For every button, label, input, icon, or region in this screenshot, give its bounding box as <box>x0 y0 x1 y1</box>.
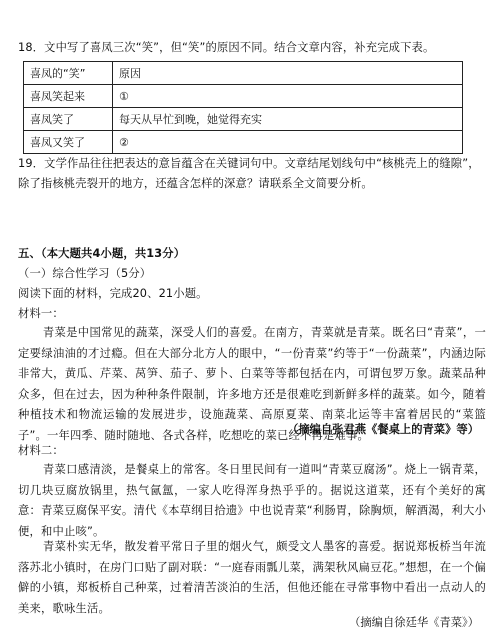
table-cell: ② <box>113 131 463 154</box>
material-1-source: （摘编自张君燕《餐桌上的青菜》等） <box>286 423 479 436</box>
material-2-paragraph-1: 青菜口感清淡，是餐桌上的常客。冬日里民间有一道叫“青菜豆腐汤”。烧上一锅青菜，切几块豆腐放锅里，热气氤氲，一家人吃得浑身热乎乎的。据说这道菜，还有个美好的寓意：青菜豆腐保平安。清代《本草纲目拾遗》中也说青菜“利肠胃，除胸烦，解酒渴，利大小便，和中止咳”。 <box>18 463 486 538</box>
table-cell: 喜凤笑了 <box>24 108 113 131</box>
reading-instruction: 阅读下面的材料，完成20、21小题。 <box>18 287 208 300</box>
question-18-table <box>23 61 463 154</box>
table-cell: ① <box>113 85 463 108</box>
table-row <box>24 131 463 154</box>
table-row <box>24 85 463 108</box>
table-cell: 每天从早忙到晚，她觉得充实 <box>113 108 463 131</box>
table-cell: 喜凤笑起来 <box>24 85 113 108</box>
material-2-source: （摘编自徐廷华《青菜》） <box>349 616 479 629</box>
material-2-paragraph-2: 青菜朴实无华，散发着平常日子里的烟火气，颇受文人墨客的喜爱。据说郑板桥当年流落苏北小镇时，在房门口贴了副对联：“一庭春雨瓢儿菜，满架秋风扁豆花。”想想，在一个偏僻的小镇，郑板桥自己种菜，过着清苦淡泊的生活，但他还能在寻常事物中看出一点动人的美来，歌咏生活。 <box>18 540 486 615</box>
question-19-line-1: 19．文学作品往往把表达的意旨蕴含在关键词句中。文章结尾划线句中“核桃壳上的缝隙”， <box>18 157 480 170</box>
material-1-label: 材料一： <box>18 307 64 320</box>
material-2-label: 材料二： <box>18 444 64 457</box>
question-18-prompt: 18．文中写了喜凤三次“笑”，但“笑”的原因不同。结合文章内容，补充完成下表。 <box>18 41 435 54</box>
material-1-paragraph: 青菜是中国常见的蔬菜，深受人们的喜爱。在南方，青菜就是青菜。既名曰“青菜”，一定要绿油油的才过瘾。但在大部分北方人的眼中，“一份青菜”约等于“一份蔬菜”，内涵边际非常大，黄瓜、芹菜、莴笋、茄子、萝卜、白菜等等都包括在内，可谓包罗万象。蔬菜品种众多，但在过去，因为种种条件限制，许多地方还是很难吃到新鲜多样的蔬菜。如今，随着种植技术和物流运输的发展进步，设施蔬菜、高原夏菜、南菜北运等丰富着居民的“菜篮子”。一年四季、随时随地、各式各样，吃想吃的菜已经不再是难事。 <box>18 326 486 442</box>
question-19-line-2: 除了指核桃壳裂开的地方，还蕴含怎样的深意？请联系全文简要分析。 <box>18 177 373 190</box>
table-header-cell: 喜凤的“笑” <box>24 62 113 85</box>
table-cell: 喜凤又笑了 <box>24 131 113 154</box>
section-5-title: 五、（本大题共4小题，共13分） <box>18 247 186 260</box>
table-header-cell: 原因 <box>113 62 463 85</box>
table-row <box>24 108 463 131</box>
table-row <box>24 62 463 85</box>
subsection-title: （一）综合性学习（5分） <box>18 267 152 280</box>
